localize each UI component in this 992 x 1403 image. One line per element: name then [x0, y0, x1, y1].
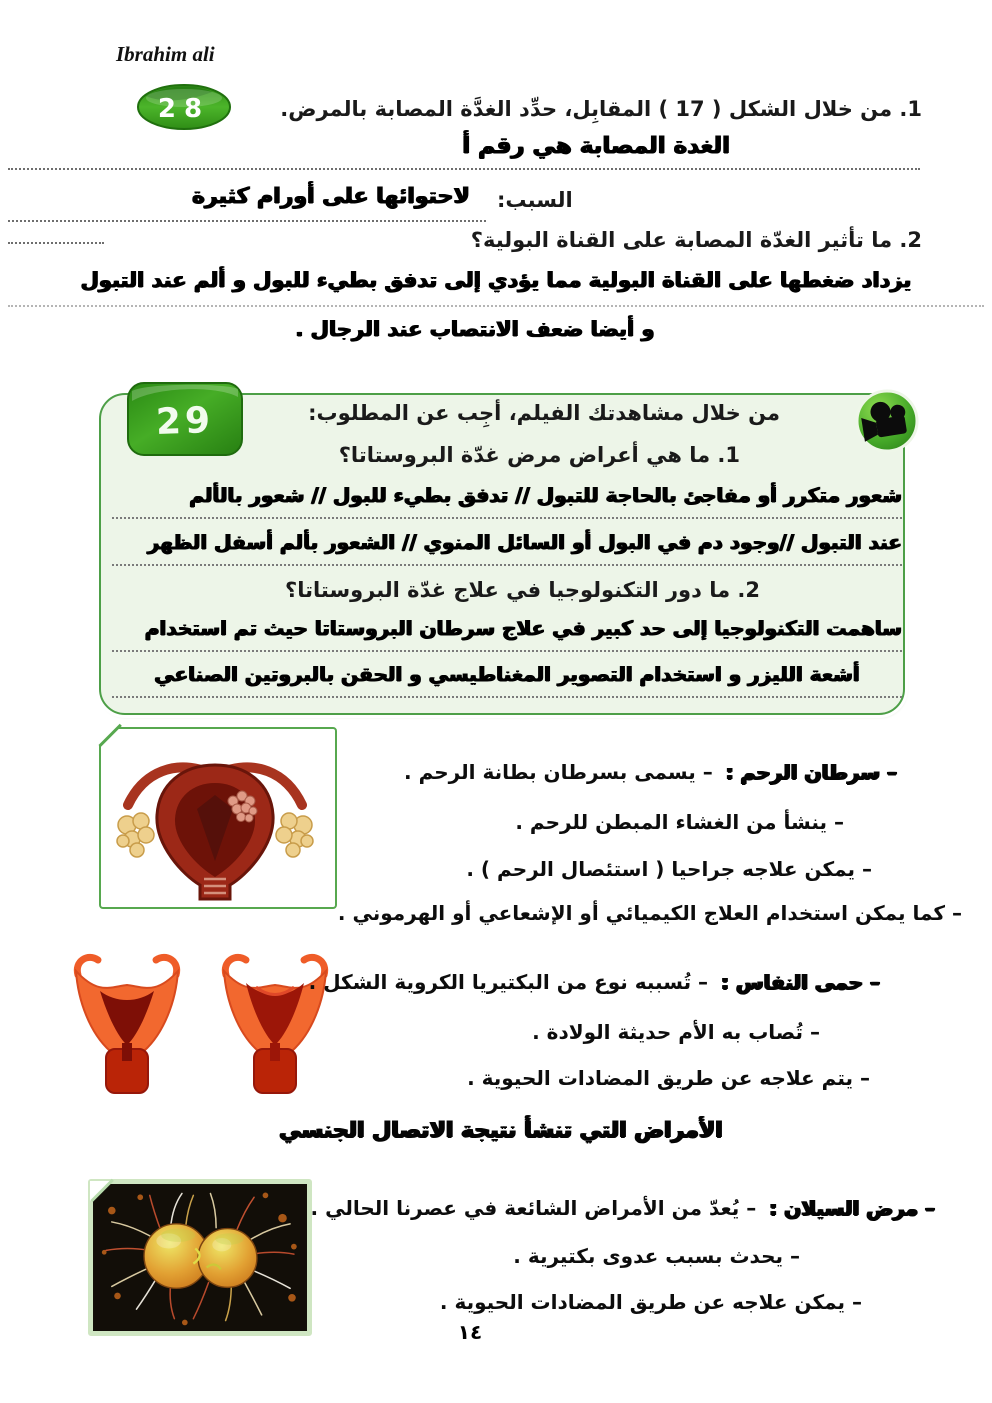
- handwritten-reason: لاحتوائها على أورام كثيرة: [192, 184, 470, 209]
- disease-line: – يتم علاجه عن طريق المضادات الحيوية .: [467, 1066, 870, 1090]
- activity-29-question-2: 2. ما دور التكنولوجيا في علاج غدّة البروستاتا؟: [285, 578, 760, 602]
- handwritten-symptoms-1: شعور متكرر أو مفاجئ بالحاجة للتبول // تدفق بطيء للبول // شعور بالألم: [112, 483, 902, 519]
- gonorrhea-bacteria-photo: [88, 1179, 312, 1336]
- handwritten-answer-urinary-2: و أيضا ضعف الانتصاب عند الرجال .: [295, 317, 655, 341]
- dotted-answer-line: [8, 220, 486, 222]
- handwritten-answer-urinary: يزداد ضغطها على القناة البولية مما يؤدي إلى تدفق بطيء للبول و ألم عند التبول: [80, 268, 912, 292]
- sti-section-heading: الأمراض التي تنشأ نتيجة الاتصال الجنسي: [279, 1118, 723, 1143]
- disease-point: – يُعدّ من الأمراض الشائعة في عصرنا الحالي .: [310, 1196, 757, 1220]
- uterus-tumor-drawing: [101, 729, 330, 902]
- reason-label: السبب:: [497, 188, 573, 212]
- handwritten-technology-2: أشعة الليزر و استخدام التصوير المغناطيسي و الحقن بالبروتين الصناعي: [112, 662, 902, 698]
- question-1-text: 1. من خلال الشكل ( 17 ) المقابِل، حدِّد الغدَّة المصابة بالمرض.: [280, 97, 922, 121]
- author-name: Ibrahim ali: [116, 42, 215, 66]
- activity-28-badge: [136, 82, 234, 132]
- badge-number: 29: [155, 399, 215, 444]
- disease-title: – حمى النفاس :: [721, 970, 880, 994]
- question-2-text: 2. ما تأثير الغدّة المصابة على القناة البولية؟: [470, 228, 922, 252]
- handwritten-answer-gland: الغدة المصابة هي رقم أ: [462, 133, 730, 159]
- dotted-answer-line: [8, 305, 984, 307]
- two-uteri-illustration: [60, 949, 344, 1099]
- disease-line: – ينشأ من الغشاء المبطن للرحم .: [515, 810, 844, 834]
- uterus-left: [76, 957, 178, 1093]
- disease-line: – يمكن علاجه عن طريق المضادات الحيوية .: [439, 1290, 862, 1314]
- badge-number: 28: [157, 94, 211, 124]
- right-ovary: [276, 813, 313, 857]
- handwritten-technology-1: ساهمت التكنولوجيا إلى حد كبير في علاج سرطان البروستاتا حيث تم استخدام: [112, 616, 902, 652]
- uterus-with-tumor-illustration: [99, 727, 337, 909]
- left-ovary: [117, 813, 154, 857]
- disease-line: – تُصاب به الأم حديثة الولادة .: [532, 1020, 820, 1044]
- dotted-answer-line: [8, 242, 104, 244]
- disease-title: – سرطان الرحم :: [725, 760, 897, 784]
- disease-point: – تُسببه نوع من البكتيريا الكروية الشكل .: [308, 970, 709, 994]
- two-uteri-drawing: [60, 949, 344, 1099]
- gonorrhea-bacteria-drawing: [93, 1184, 307, 1331]
- disease-line: [309, 970, 880, 994]
- video-camera-icon: [854, 388, 920, 454]
- disease-point: – يسمى بسرطان بطانة الرحم .: [404, 760, 713, 784]
- handwritten-symptoms-2: عند التبول //وجود دم في البول أو السائل المنوي // الشعور بألم أسفل الظهر: [112, 530, 902, 566]
- activity-29-question-1: 1. ما هي أعراض مرض غدّة البروستاتا؟: [338, 443, 740, 467]
- disease-line: – يحدث بسبب عدوى بكتيرية .: [513, 1244, 800, 1268]
- disease-line: [404, 760, 897, 784]
- dotted-answer-line: [8, 168, 920, 170]
- activity-29-badge: [126, 381, 244, 457]
- disease-line: [311, 1196, 935, 1220]
- activity-29-intro: من خلال مشاهدتك الفيلم، أجِب عن المطلوب:: [308, 401, 780, 425]
- page-number: ١٤: [457, 1320, 483, 1344]
- disease-title: – مرض السيلان :: [769, 1196, 935, 1220]
- disease-line: – كما يمكن استخدام العلاج الكيميائي أو الإشعاعي أو الهرموني .: [337, 901, 962, 925]
- disease-line: – يمكن علاجه جراحيا ( استئصال الرحم ) .: [466, 857, 872, 881]
